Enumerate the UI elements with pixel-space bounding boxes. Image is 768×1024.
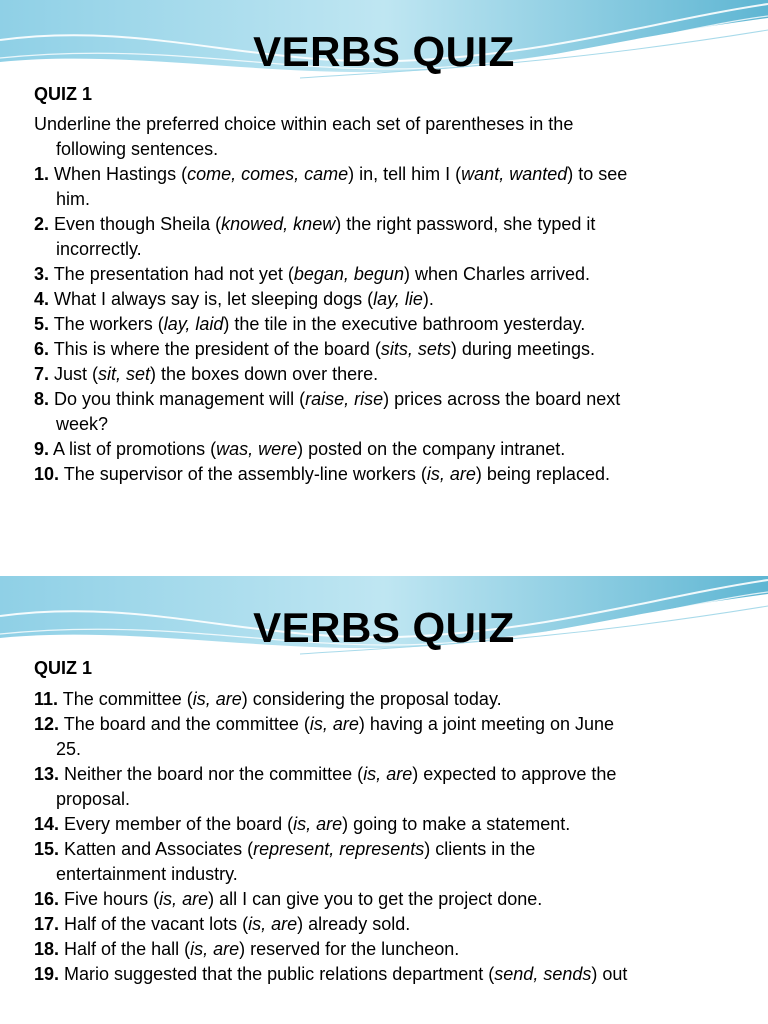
question-text: The supervisor of the assembly-line workers (	[59, 464, 427, 484]
question-line	[34, 962, 746, 987]
answer-choices: is, are	[159, 889, 209, 909]
answer-choices: is, are	[363, 764, 413, 784]
question-text: Mario suggested that the public relations department (	[59, 964, 495, 984]
question-line	[34, 362, 746, 387]
question-text: ) out	[591, 964, 628, 984]
question-line	[34, 287, 746, 312]
question-line-continued	[34, 412, 746, 437]
question-text: ) all I can give you to get the project done.	[208, 889, 543, 909]
question-text: A list of promotions (	[49, 439, 217, 459]
question-text: Do you think management will (	[49, 389, 306, 409]
question-line	[34, 762, 746, 787]
question-line	[34, 937, 746, 962]
question-text: Every member of the board (	[59, 814, 294, 834]
question-text: ) to see	[567, 164, 628, 184]
question-text: ) reserved for the luncheon.	[239, 939, 460, 959]
answer-choices: lay, lie	[373, 289, 423, 309]
question-line	[34, 262, 746, 287]
question-text: Katten and Associates (	[59, 839, 254, 859]
question-text: week?	[56, 414, 109, 434]
question-text: ) going to make a statement.	[342, 814, 571, 834]
question-line-continued	[34, 862, 746, 887]
answer-choices: is, are	[248, 914, 298, 934]
question-number: 9.	[34, 439, 50, 459]
question-line	[34, 912, 746, 937]
question-text: 25.	[56, 739, 82, 759]
question-text: ) the boxes down over there.	[150, 364, 379, 384]
question-text: What I always say is, let sleeping dogs (	[49, 289, 374, 309]
question-list	[34, 687, 746, 987]
question-number: 17.	[34, 914, 60, 934]
question-text: ) prices across the board next	[383, 389, 621, 409]
question-number: 10.	[34, 464, 60, 484]
question-line-continued	[34, 237, 746, 262]
question-text: ) being replaced.	[475, 464, 610, 484]
question-line	[34, 712, 746, 737]
question-line-continued	[34, 787, 746, 812]
question-number: 18.	[34, 939, 60, 959]
question-number: 8.	[34, 389, 50, 409]
question-number: 14.	[34, 814, 60, 834]
question-text: ) considering the proposal today.	[241, 689, 502, 709]
question-text: Underline the preferred choice within each set of parentheses in the	[34, 114, 574, 134]
question-text: entertainment industry.	[56, 864, 238, 884]
question-text: The committee (	[58, 689, 193, 709]
question-line	[34, 437, 746, 462]
question-text: ) posted on the company intranet.	[297, 439, 566, 459]
question-number: 15.	[34, 839, 60, 859]
answer-choices: is, are	[293, 814, 343, 834]
question-line	[34, 112, 746, 137]
question-line	[34, 337, 746, 362]
question-text: This is where the president of the board (	[49, 339, 381, 359]
question-number: 1.	[34, 164, 50, 184]
question-line	[34, 887, 746, 912]
slide-title: VERBS QUIZ	[253, 604, 515, 651]
question-line-continued	[34, 737, 746, 762]
slide-divider	[0, 556, 768, 576]
answer-choices: is, are	[426, 464, 476, 484]
question-text: ) during meetings.	[450, 339, 595, 359]
quiz-label: QUIZ 1	[34, 658, 93, 678]
answer-choices: lay, laid	[163, 314, 224, 334]
question-text: The workers (	[49, 314, 164, 334]
question-line	[34, 312, 746, 337]
question-number: 11.	[34, 689, 59, 709]
question-line	[34, 462, 746, 487]
answer-choices: is, are	[190, 939, 240, 959]
answer-choices: want, wanted	[461, 164, 568, 184]
question-text: The board and the committee (	[59, 714, 310, 734]
question-line	[34, 812, 746, 837]
question-text: following sentences.	[56, 139, 219, 159]
answer-choices: began, begun	[293, 264, 404, 284]
answer-choices: is, are	[309, 714, 359, 734]
question-text: ) expected to approve the	[412, 764, 617, 784]
question-number: 6.	[34, 339, 50, 359]
question-text: ) having a joint meeting on June	[358, 714, 615, 734]
question-text: ) the right password, she typed it	[335, 214, 596, 234]
question-number: 5.	[34, 314, 50, 334]
quiz-slide-2	[0, 576, 768, 1024]
question-number: 7.	[34, 364, 50, 384]
answer-choices: was, were	[216, 439, 298, 459]
question-line	[34, 162, 746, 187]
question-text: Half of the vacant lots (	[59, 914, 249, 934]
question-number: 19.	[34, 964, 60, 984]
question-text: ) when Charles arrived.	[403, 264, 591, 284]
question-number: 12.	[34, 714, 60, 734]
question-line	[34, 687, 746, 712]
question-text: Half of the hall (	[59, 939, 191, 959]
question-number: 16.	[34, 889, 60, 909]
question-line	[34, 212, 746, 237]
question-number: 13.	[34, 764, 60, 784]
question-line-continued	[34, 137, 746, 162]
question-text: incorrectly.	[56, 239, 142, 259]
question-number: 3.	[34, 264, 50, 284]
question-line-continued	[34, 187, 746, 212]
answer-choices: come, comes, came	[187, 164, 349, 184]
answer-choices: raise, rise	[305, 389, 384, 409]
question-list	[34, 112, 746, 487]
answer-choices: send, sends	[494, 964, 592, 984]
question-text: Neither the board nor the committee (	[59, 764, 364, 784]
question-line	[34, 387, 746, 412]
answer-choices: is, are	[192, 689, 242, 709]
question-text: proposal.	[56, 789, 131, 809]
question-number: 2.	[34, 214, 50, 234]
slide-title: VERBS QUIZ	[253, 28, 515, 75]
answer-choices: sits, sets	[380, 339, 451, 359]
question-text: Just (	[49, 364, 99, 384]
question-text: The presentation had not yet (	[49, 264, 294, 284]
question-text: ) clients in the	[424, 839, 536, 859]
question-text: Even though Sheila (	[49, 214, 222, 234]
question-text: Five hours (	[59, 889, 160, 909]
question-text: ) the tile in the executive bathroom yesterday.	[223, 314, 586, 334]
question-number: 4.	[34, 289, 50, 309]
question-text: ) already sold.	[297, 914, 411, 934]
question-text: ) in, tell him I (	[348, 164, 462, 184]
question-text: ).	[422, 289, 434, 309]
answer-choices: represent, represents	[253, 839, 425, 859]
quiz-label: QUIZ 1	[34, 84, 93, 104]
answer-choices: knowed, knew	[221, 214, 336, 234]
question-text: him.	[56, 189, 91, 209]
answer-choices: sit, set	[98, 364, 151, 384]
question-text: When Hastings (	[49, 164, 188, 184]
question-line	[34, 837, 746, 862]
